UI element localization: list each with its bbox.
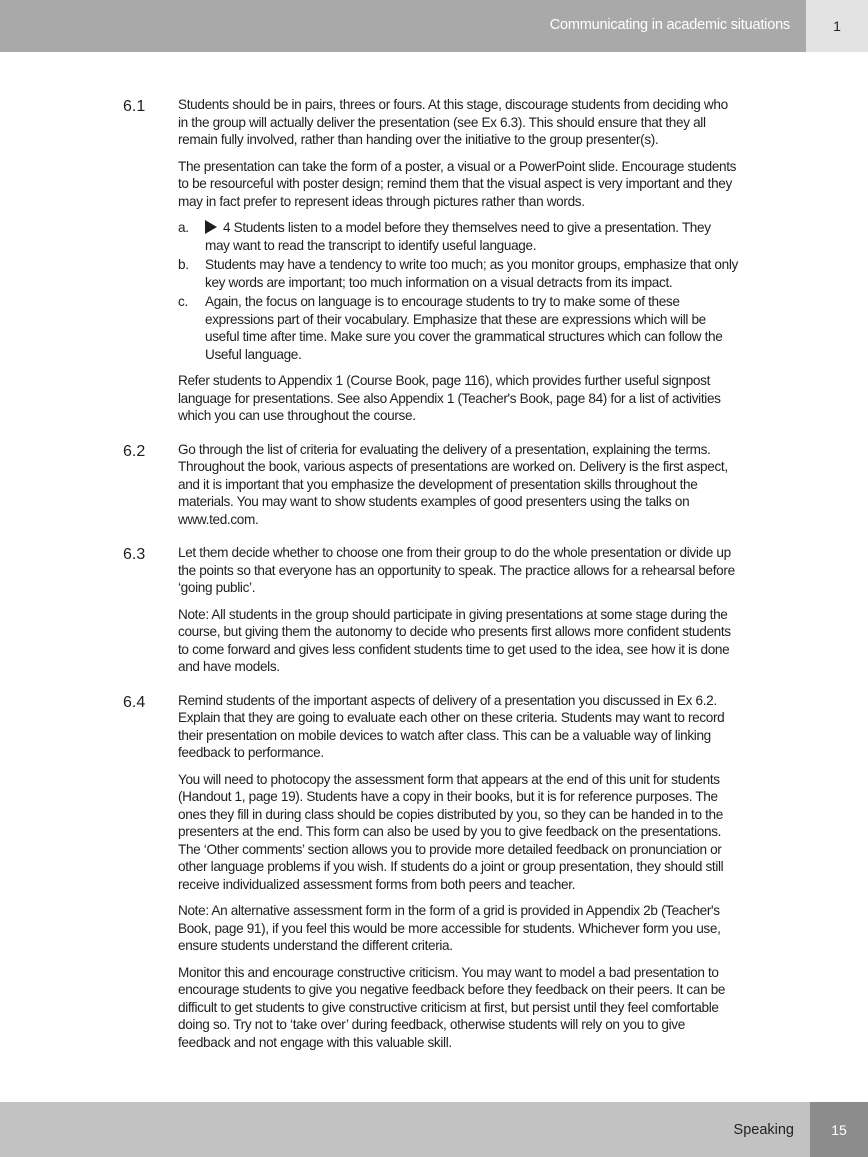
instruction-list xyxy=(0,219,868,363)
section-6-4 xyxy=(0,692,868,1052)
unit-number: 1 xyxy=(806,0,868,52)
item-letter: a. xyxy=(178,220,189,235)
item-letter: b. xyxy=(178,257,189,272)
section-number: 6.4 xyxy=(123,693,146,711)
section-6-1 xyxy=(0,96,868,425)
item-text: Again, the focus on language is to encourage students to try to make some of these expressions part of their vocabulary. Emphasize that these are expressions which will be useful time after time. Make sure you cover the grammatical structures which can follow the Useful language. xyxy=(205,294,723,362)
paragraph: Note: All students in the group should participate in giving presentations at some stage during the course, but giving them the autonomy to decide who presents first allows more confident students to come forward and gives less confident students time to get used to the idea, see how it is done and have models. xyxy=(178,606,731,674)
audio-play-icon xyxy=(205,220,217,234)
paragraph: Let them decide whether to choose one from their group to do the whole presentation or divide up the points so that everyone has an opportunity to speak. The practice allows for a rehearsal before ‘going public’. xyxy=(178,545,735,595)
list-item xyxy=(178,256,738,291)
paragraph: Students should be in pairs, threes or fours. At this stage, discourage students from deciding who in the group will actually deliver the presentation (see Ex 6.3). This should ensure that they all remain fully involved, rather than handing over the initiative to the group presenter(s). xyxy=(178,97,728,147)
header-title: Communicating in academic situations xyxy=(549,17,790,33)
paragraph: The presentation can take the form of a poster, a visual or a PowerPoint slide. Encourage students to be resourceful with poster design; remind them that the visual aspect is very important and they may in fact prefer to represent ideas through pictures rather than words. xyxy=(178,158,737,209)
section-number: 6.1 xyxy=(123,98,146,115)
item-text: 4 Students listen to a model before they themselves need to give a presentation. They may want to read the transcript to identify useful language. xyxy=(205,220,711,253)
page-content xyxy=(0,96,868,1067)
page-number: 15 xyxy=(810,1102,868,1157)
section-number: 6.3 xyxy=(123,546,146,563)
item-letter: c. xyxy=(178,294,188,309)
paragraph: Remind students of the important aspects of delivery of a presentation you discussed in Ex 6.2. Explain that they are going to evaluate each other on these criteria. Students may want to record their presentation on mobile devices to watch after class. This can be a valuable way of linking feedback to performance. xyxy=(178,692,725,760)
paragraph: Monitor this and encourage constructive criticism. You may want to model a bad presentation to encourage students to give you negative feedback before they feedback on their peers. It can be difficult to get students to give constructive criticism at first, but persist until they feel comfortable doing so. Try not to ‘take over’ during feedback, otherwise students will rely on you to give feedback and not engage with this valuable skill. xyxy=(178,964,726,1050)
section-6-3 xyxy=(0,544,868,676)
page-footer xyxy=(0,1102,868,1157)
list-item xyxy=(178,293,738,363)
paragraph: Note: An alternative assessment form in the form of a grid is provided in Appendix 2b (Teacher's Book, page 91), if you feel this would be more accessible for students. Whichever form you use, ensure students understand the different criteria. xyxy=(178,903,721,953)
page-header xyxy=(0,0,868,52)
section-6-2 xyxy=(0,441,868,529)
section-number: 6.2 xyxy=(123,442,146,460)
list-item xyxy=(178,219,738,254)
paragraph: Refer students to Appendix 1 (Course Book, page 116), which provides further useful signpost language for presentations. See also Appendix 1 (Teacher's Book, page 84) for a list of activities which you can use throughout the course. xyxy=(178,373,721,423)
footer-title: Speaking xyxy=(733,1122,794,1138)
paragraph: Go through the list of criteria for evaluating the delivery of a presentation, explaining the terms. Throughout the book, various aspects of presentations are worked on. Delivery is the first aspect, and it is important that you emphasize the development of presentation skills throughout the materials. You may want to show students examples of good presenters using the talks on www.ted.com. xyxy=(178,441,728,527)
item-text: Students may have a tendency to write too much; as you monitor groups, emphasize that only key words are important; too much information on a visual detracts from its impact. xyxy=(205,257,738,290)
paragraph: You will need to photocopy the assessment form that appears at the end of this unit for students (Handout 1, page 19). Students have a copy in their books, but it is for reference purposes. The ones they fill in during class should be copies distributed by you, so they can be handed in to the presenters at the end. This form can also be used by you to give feedback on the presentations. The ‘Other comments’ section allows you to provide more detailed feedback on pronunciation or other language problems if you wish. If students do a joint or group presentation, they should still receive individualized assessment forms from both peers and teacher. xyxy=(178,771,724,892)
